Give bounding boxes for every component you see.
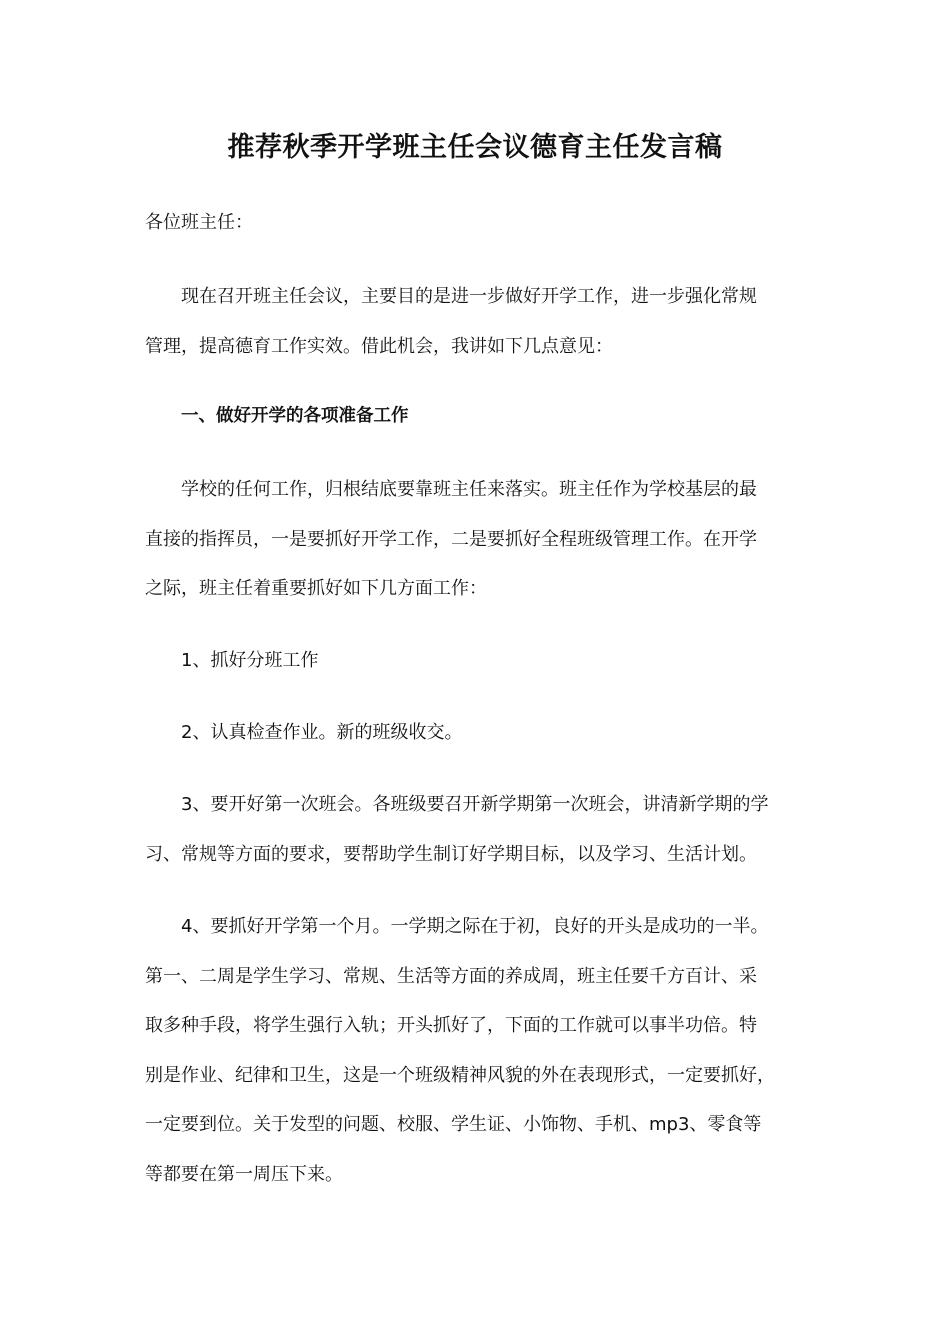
item-3 — [145, 780, 810, 879]
section-1-paragraph — [145, 465, 810, 614]
item-4-line-2: 第一、二周是学生学习、常规、生活等方面的养成周，班主任要千方百计、采 — [145, 965, 757, 987]
item-3-line-2: 习、常规等方面的要求，要帮助学生制订好学期目标，以及学习、生活计划。 — [145, 843, 757, 865]
item-4-line-6: 等都要在第一周压下来。 — [145, 1163, 343, 1185]
item-1 — [145, 636, 810, 686]
section-1-heading-text: 一、做好开学的各项准备工作 — [181, 406, 409, 426]
section-1-line-1: 学校的任何工作，归根结底要靠班主任来落实。班主任作为学校基层的最 — [181, 479, 757, 500]
intro-line-2: 管理，提高德育工作实效。借此机会，我讲如下几点意见： — [145, 335, 613, 357]
item-1-text: 1、抓好分班工作 — [181, 650, 319, 671]
salutation-text: 各位班主任： — [145, 212, 253, 233]
intro-paragraph — [145, 272, 810, 371]
item-4-line-5: 一定要到位。关于发型的问题、校服、学生证、小饰物、手机、mp3、零食等 — [145, 1114, 762, 1135]
item-2-text: 2、认真检查作业。新的班级收交。 — [181, 722, 463, 743]
item-4-line-4: 别是作业、纪律和卫生，这是一个班级精神风貌的外在表现形式，一定要抓好， — [145, 1064, 775, 1086]
section-1-heading — [145, 392, 810, 442]
item-4-line-3: 取多种手段，将学生强行入轨；开头抓好了，下面的工作就可以事半功倍。特 — [145, 1015, 757, 1036]
item-4-line-1: 4、要抓好开学第一个月。一学期之际在于初，良好的开头是成功的一半。 — [181, 916, 769, 937]
item-2 — [145, 708, 810, 758]
item-3-line-1: 3、要开好第一次班会。各班级要召开新学期第一次班会，讲清新学期的学 — [181, 794, 769, 815]
intro-line-1: 现在召开班主任会议，主要目的是进一步做好开学工作，进一步强化常规 — [181, 286, 757, 307]
item-4 — [145, 902, 810, 1199]
section-1-line-2: 直接的指挥员，一是要抓好开学工作，二是要抓好全程班级管理工作。在开学 — [145, 528, 757, 550]
document-title: 推荐秋季开学班主任会议德育主任发言稿 — [227, 132, 723, 163]
salutation — [145, 198, 810, 248]
section-1-line-3: 之际，班主任着重要抓好如下几方面工作： — [145, 578, 487, 599]
